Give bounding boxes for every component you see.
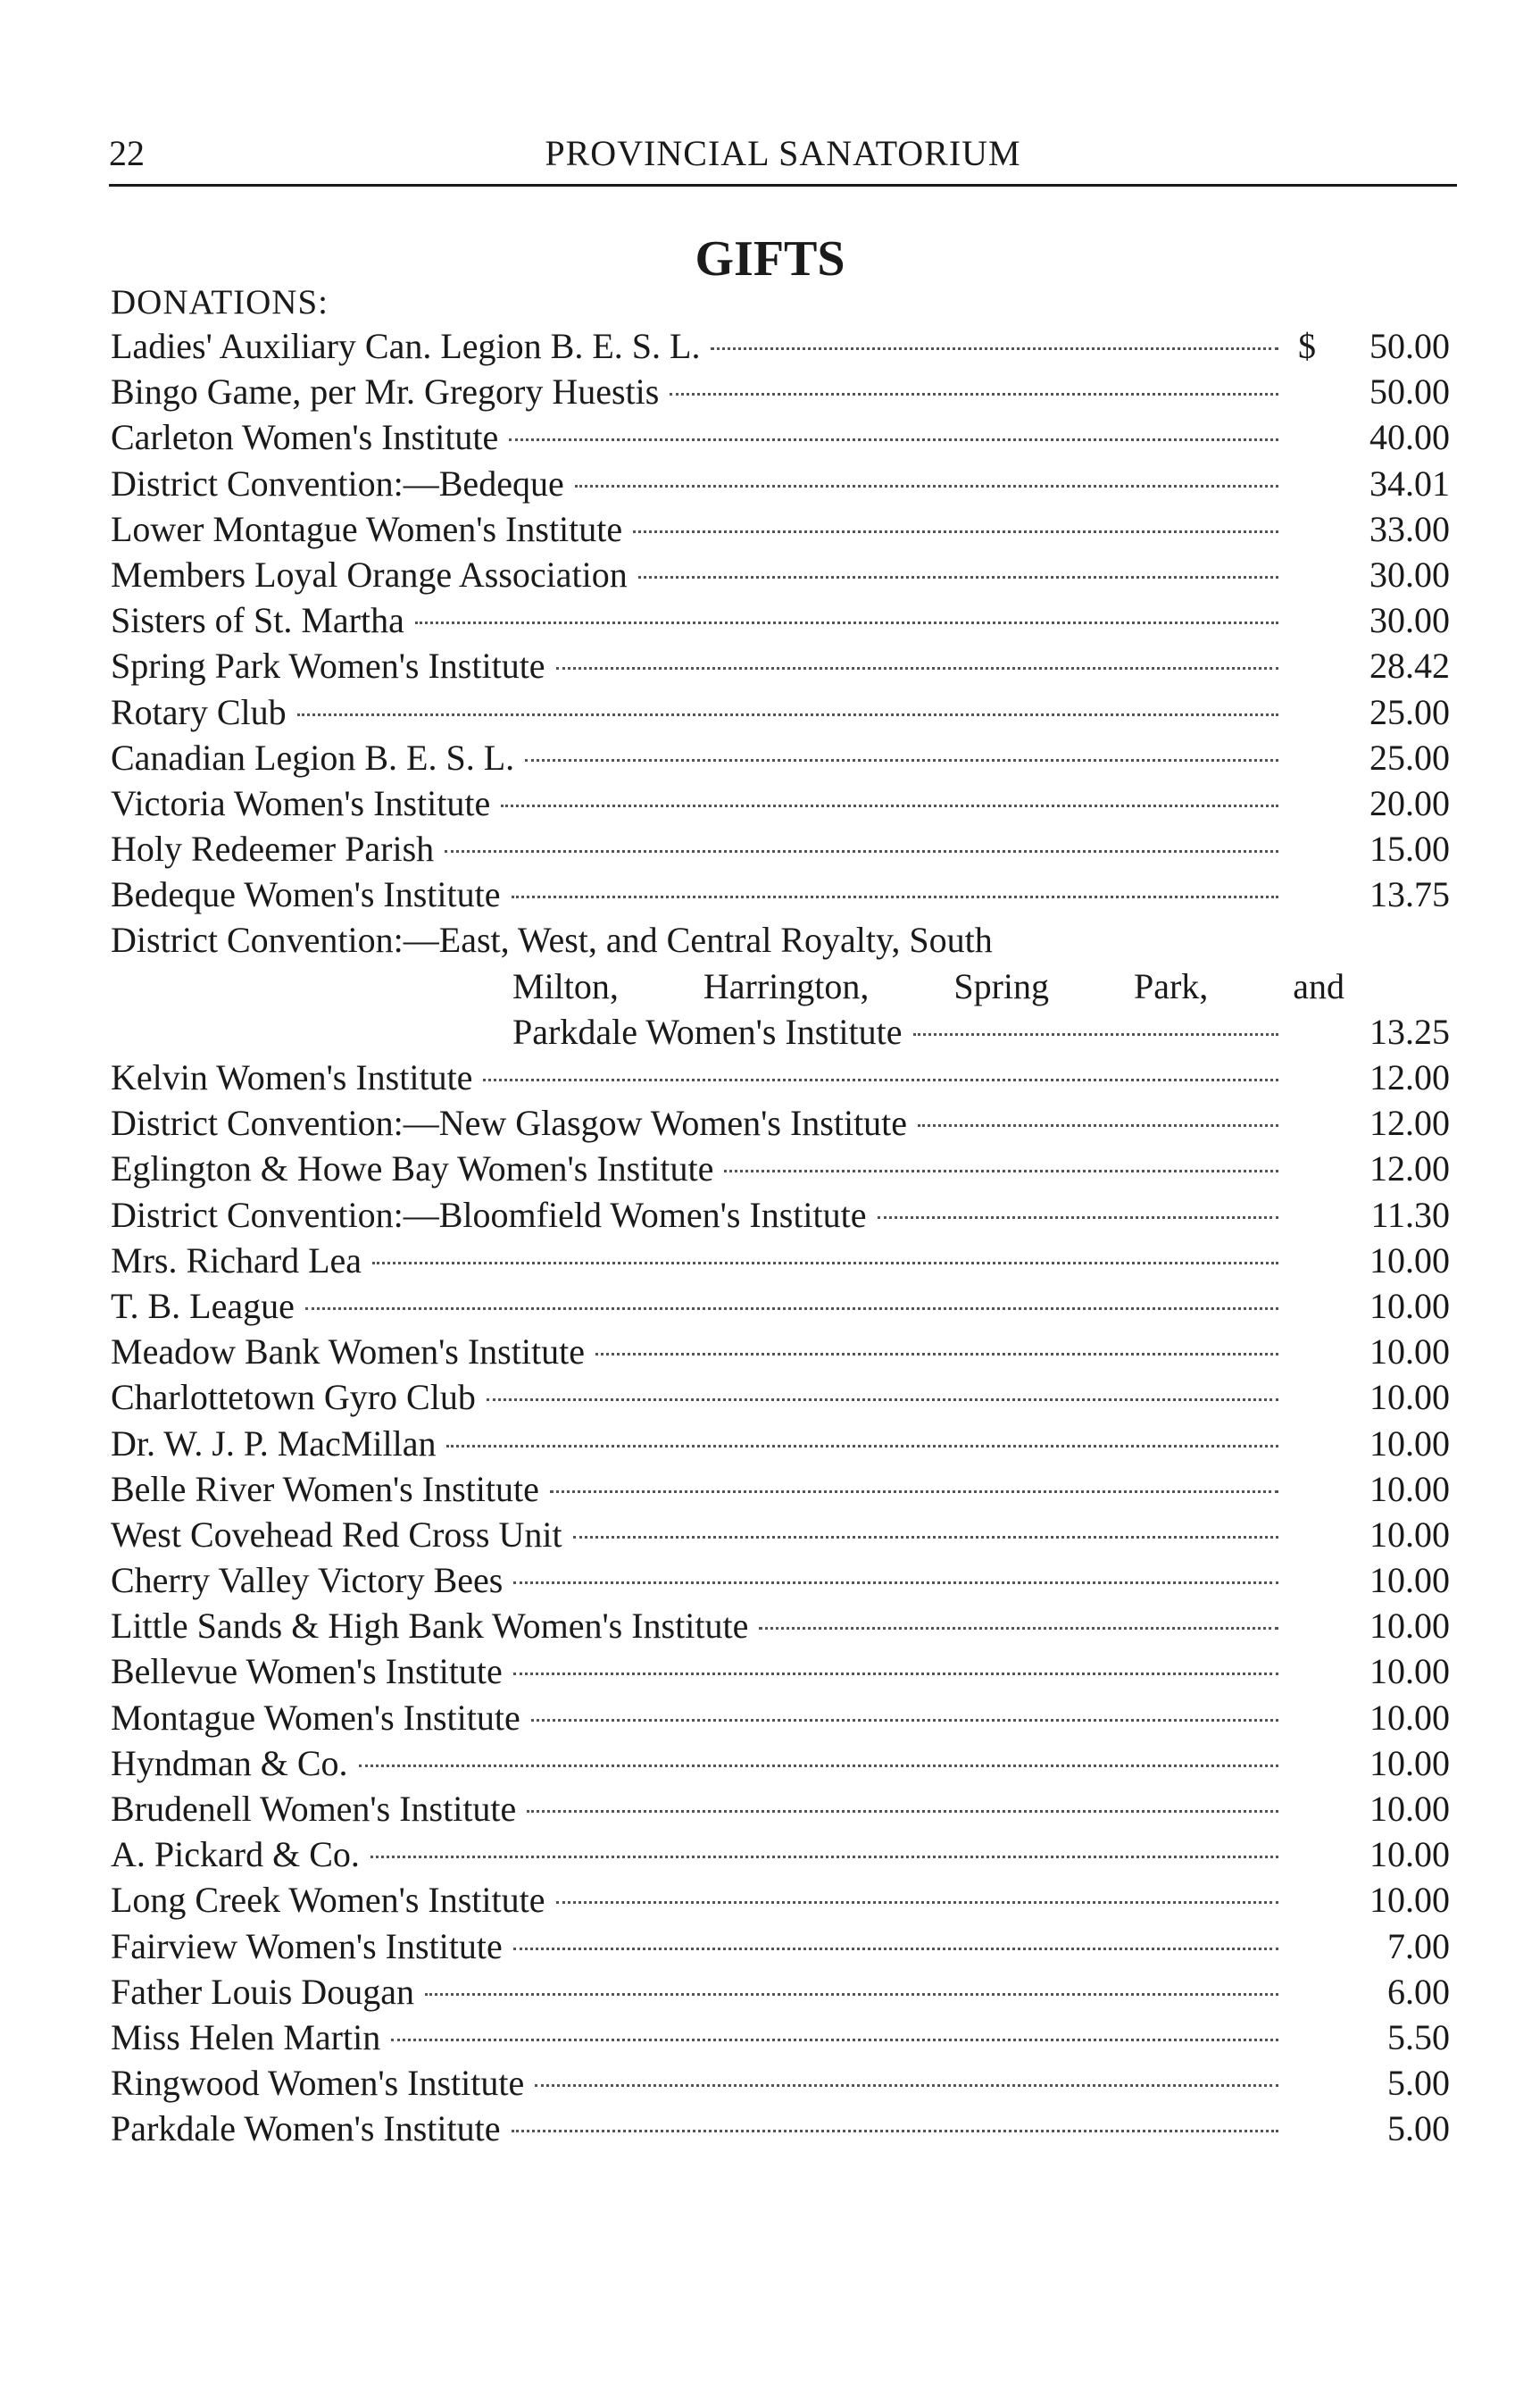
donation-entry bbox=[111, 2062, 1450, 2107]
dot-leader bbox=[535, 2084, 1278, 2087]
donation-entry bbox=[111, 737, 1450, 782]
donation-entry bbox=[111, 416, 1450, 462]
dot-leader bbox=[509, 438, 1278, 441]
donation-entry bbox=[111, 1331, 1450, 1376]
donation-label: Members Loyal Orange Association bbox=[111, 554, 628, 595]
donation-entry bbox=[111, 1788, 1450, 1833]
donation-amount: 10.00 bbox=[1369, 1742, 1450, 1783]
donation-label: Ringwood Women's Institute bbox=[111, 2063, 525, 2104]
donation-label: Belle River Women's Institute bbox=[111, 1468, 539, 1509]
dot-leader bbox=[446, 1445, 1278, 1447]
donation-entry bbox=[111, 1971, 1450, 2016]
dot-leader bbox=[483, 1079, 1278, 1081]
dot-leader bbox=[445, 850, 1278, 853]
dot-leader bbox=[305, 1307, 1278, 1310]
donation-label: District Convention:—East, West, and Central Royalty, South bbox=[111, 920, 993, 961]
donation-entry bbox=[111, 599, 1450, 645]
donation-amount: 10.00 bbox=[1369, 1697, 1450, 1738]
donation-entry bbox=[111, 1422, 1450, 1468]
donation-entry bbox=[111, 1742, 1450, 1788]
dot-leader bbox=[531, 1719, 1278, 1722]
dot-leader bbox=[527, 1810, 1278, 1813]
donation-entry bbox=[111, 1194, 1450, 1239]
donation-amount: 25.00 bbox=[1369, 737, 1450, 778]
donation-label: District Convention:—Bloomfield Women's Institute bbox=[111, 1194, 867, 1235]
donation-amount: 28.42 bbox=[1369, 646, 1450, 687]
donation-label: Eglington & Howe Bay Women's Institute bbox=[111, 1148, 714, 1189]
donation-amount: 10.00 bbox=[1369, 1834, 1450, 1875]
page-number: 22 bbox=[109, 133, 145, 173]
dot-leader bbox=[595, 1353, 1278, 1356]
donation-label: Little Sands & High Bank Women's Institute bbox=[111, 1606, 749, 1647]
donation-amount: 40.00 bbox=[1369, 417, 1450, 458]
donation-amount: 12.00 bbox=[1369, 1103, 1450, 1144]
donation-amount: 15.00 bbox=[1369, 829, 1450, 870]
donation-entry-continuation bbox=[111, 965, 1450, 1011]
donation-label: Montague Women's Institute bbox=[111, 1697, 520, 1738]
donation-entry bbox=[111, 2016, 1450, 2062]
donation-amount: 50.00 bbox=[1369, 326, 1450, 366]
donation-label: Cherry Valley Victory Bees bbox=[111, 1560, 504, 1601]
donation-amount: 12.00 bbox=[1369, 1148, 1450, 1189]
dot-leader bbox=[633, 530, 1278, 533]
dot-leader bbox=[359, 1764, 1278, 1767]
donation-entry bbox=[111, 1697, 1450, 1742]
donation-amount: 30.00 bbox=[1369, 600, 1450, 641]
dot-leader bbox=[372, 1262, 1278, 1264]
donation-label: Miss Helen Martin bbox=[111, 2016, 381, 2057]
dot-leader bbox=[297, 713, 1278, 716]
dot-leader bbox=[512, 2130, 1278, 2132]
donation-label: Long Creek Women's Institute bbox=[111, 1880, 545, 1921]
donation-amount: 25.00 bbox=[1369, 691, 1450, 732]
donation-entry bbox=[111, 1468, 1450, 1514]
running-title: PROVINCIAL SANATORIUM bbox=[545, 133, 1021, 173]
dot-leader bbox=[513, 1581, 1278, 1584]
donation-label: Hyndman & Co. bbox=[111, 1742, 348, 1783]
dot-leader bbox=[513, 1673, 1278, 1675]
donation-entry bbox=[111, 325, 1450, 371]
donation-entry bbox=[111, 1285, 1450, 1331]
donation-label: Canadian Legion B. E. S. L. bbox=[111, 737, 515, 778]
donation-label: Ladies' Auxiliary Can. Legion B. E. S. L. bbox=[111, 326, 701, 366]
donation-amount: 13.25 bbox=[1369, 1011, 1450, 1052]
dot-leader bbox=[425, 1993, 1278, 1996]
donation-entry bbox=[111, 828, 1450, 873]
dot-leader bbox=[913, 1033, 1278, 1036]
donation-entry bbox=[111, 463, 1450, 508]
donation-entry bbox=[111, 782, 1450, 828]
donation-entry bbox=[111, 873, 1450, 919]
donation-label: District Convention:—New Glasgow Women's Institute bbox=[111, 1103, 908, 1144]
donation-amount: 10.00 bbox=[1369, 1606, 1450, 1647]
donation-amount: 10.00 bbox=[1369, 1880, 1450, 1921]
dot-leader bbox=[415, 622, 1278, 624]
dot-leader bbox=[512, 896, 1278, 898]
dot-leader bbox=[759, 1627, 1278, 1630]
dot-leader bbox=[513, 1948, 1278, 1950]
dot-leader bbox=[487, 1398, 1278, 1401]
dot-leader bbox=[670, 393, 1278, 396]
dot-leader bbox=[711, 347, 1278, 350]
currency-symbol: $ bbox=[1298, 326, 1316, 366]
donation-label: Parkdale Women's Institute bbox=[111, 2108, 501, 2149]
donation-entry bbox=[111, 1239, 1450, 1285]
donation-label: Father Louis Dougan bbox=[111, 1971, 414, 2012]
donation-label: Rotary Club bbox=[111, 691, 287, 732]
donation-amount: 10.00 bbox=[1369, 1422, 1450, 1464]
donation-label-continuation: Parkdale Women's Institute bbox=[512, 1011, 903, 1052]
donation-entry bbox=[111, 691, 1450, 737]
donation-entry bbox=[111, 371, 1450, 416]
donation-entry bbox=[111, 2107, 1450, 2153]
donation-label: Spring Park Women's Institute bbox=[111, 646, 545, 687]
donation-amount: 10.00 bbox=[1369, 1514, 1450, 1555]
donation-amount: 10.00 bbox=[1369, 1331, 1450, 1372]
section-title: GIFTS bbox=[695, 231, 845, 287]
donation-label: Kelvin Women's Institute bbox=[111, 1057, 473, 1097]
donation-amount: 5.00 bbox=[1387, 2063, 1450, 2104]
dot-leader bbox=[575, 485, 1278, 488]
donation-entry bbox=[111, 1514, 1450, 1559]
dot-leader bbox=[370, 1856, 1278, 1858]
donation-label-continuation: Milton, Harrington, Spring Park, and bbox=[512, 965, 1344, 1006]
donation-label: West Covehead Red Cross Unit bbox=[111, 1514, 562, 1555]
page-header bbox=[109, 132, 1457, 187]
donation-entry bbox=[111, 554, 1450, 599]
dot-leader bbox=[556, 1901, 1278, 1904]
dot-leader bbox=[724, 1170, 1278, 1172]
donation-entry bbox=[111, 1650, 1450, 1696]
donation-label: Bedeque Women's Institute bbox=[111, 874, 501, 915]
donation-entry bbox=[111, 1879, 1450, 1924]
donation-amount: 30.00 bbox=[1369, 554, 1450, 595]
donation-label: Fairview Women's Institute bbox=[111, 1925, 503, 1966]
donation-entry bbox=[111, 1605, 1450, 1650]
donation-label: Bingo Game, per Mr. Gregory Huestis bbox=[111, 371, 660, 413]
donation-label: Carleton Women's Institute bbox=[111, 417, 499, 458]
donation-label: Holy Redeemer Parish bbox=[111, 829, 435, 870]
donation-amount: 6.00 bbox=[1387, 1971, 1450, 2012]
donation-label: Victoria Women's Institute bbox=[111, 782, 491, 823]
donation-label: Sisters of St. Martha bbox=[111, 600, 404, 641]
donation-amount: 5.00 bbox=[1387, 2108, 1450, 2149]
donation-entry-continuation-last bbox=[111, 1011, 1450, 1056]
donation-entry bbox=[111, 1376, 1450, 1422]
donation-amount: 11.30 bbox=[1370, 1194, 1450, 1235]
donations-subheading: DONATIONS: bbox=[111, 283, 329, 321]
donation-amount: 10.00 bbox=[1369, 1239, 1450, 1281]
dot-leader bbox=[550, 1490, 1278, 1493]
donation-label: T. B. League bbox=[111, 1285, 295, 1326]
donation-amount: 12.00 bbox=[1369, 1057, 1450, 1097]
donation-label: Meadow Bank Women's Institute bbox=[111, 1331, 585, 1372]
donation-entry bbox=[111, 1833, 1450, 1879]
donation-label: Charlottetown Gyro Club bbox=[111, 1377, 476, 1418]
donations-list bbox=[111, 325, 1450, 2154]
dot-leader bbox=[391, 2039, 1278, 2041]
donation-amount: 10.00 bbox=[1369, 1377, 1450, 1418]
donation-entry bbox=[111, 508, 1450, 554]
donation-entry bbox=[111, 1147, 1450, 1193]
donation-amount: 10.00 bbox=[1369, 1651, 1450, 1692]
dot-leader bbox=[918, 1124, 1278, 1127]
donation-entry bbox=[111, 645, 1450, 690]
donation-label: Brudenell Women's Institute bbox=[111, 1789, 517, 1829]
donation-amount: 34.01 bbox=[1369, 463, 1450, 504]
donation-label: A. Pickard & Co. bbox=[111, 1834, 360, 1875]
donation-amount: 10.00 bbox=[1369, 1789, 1450, 1829]
dot-leader bbox=[501, 805, 1278, 807]
donation-entry bbox=[111, 1102, 1450, 1147]
donation-amount: 10.00 bbox=[1369, 1468, 1450, 1509]
dot-leader bbox=[573, 1536, 1278, 1539]
donation-label: Mrs. Richard Lea bbox=[111, 1239, 362, 1281]
donation-entry-multiline bbox=[111, 919, 1450, 964]
donation-amount: 13.75 bbox=[1369, 874, 1450, 915]
donation-amount: 10.00 bbox=[1369, 1560, 1450, 1601]
donation-entry bbox=[111, 1559, 1450, 1605]
donation-amount: 5.50 bbox=[1387, 2016, 1450, 2057]
dot-leader bbox=[556, 667, 1278, 670]
donation-amount: 33.00 bbox=[1369, 508, 1450, 549]
donation-amount: 50.00 bbox=[1369, 371, 1450, 413]
dot-leader bbox=[525, 759, 1278, 762]
donation-label: Lower Montague Women's Institute bbox=[111, 508, 623, 549]
donation-amount: 7.00 bbox=[1387, 1925, 1450, 1966]
dot-leader bbox=[638, 576, 1278, 579]
dot-leader bbox=[878, 1216, 1278, 1219]
donation-label: District Convention:—Bedeque bbox=[111, 463, 564, 504]
donation-label: Bellevue Women's Institute bbox=[111, 1651, 503, 1692]
donation-entry bbox=[111, 1925, 1450, 1971]
donation-amount: 10.00 bbox=[1369, 1285, 1450, 1326]
donation-amount: 20.00 bbox=[1369, 782, 1450, 823]
donation-entry bbox=[111, 1056, 1450, 1102]
donation-label: Dr. W. J. P. MacMillan bbox=[111, 1422, 437, 1464]
